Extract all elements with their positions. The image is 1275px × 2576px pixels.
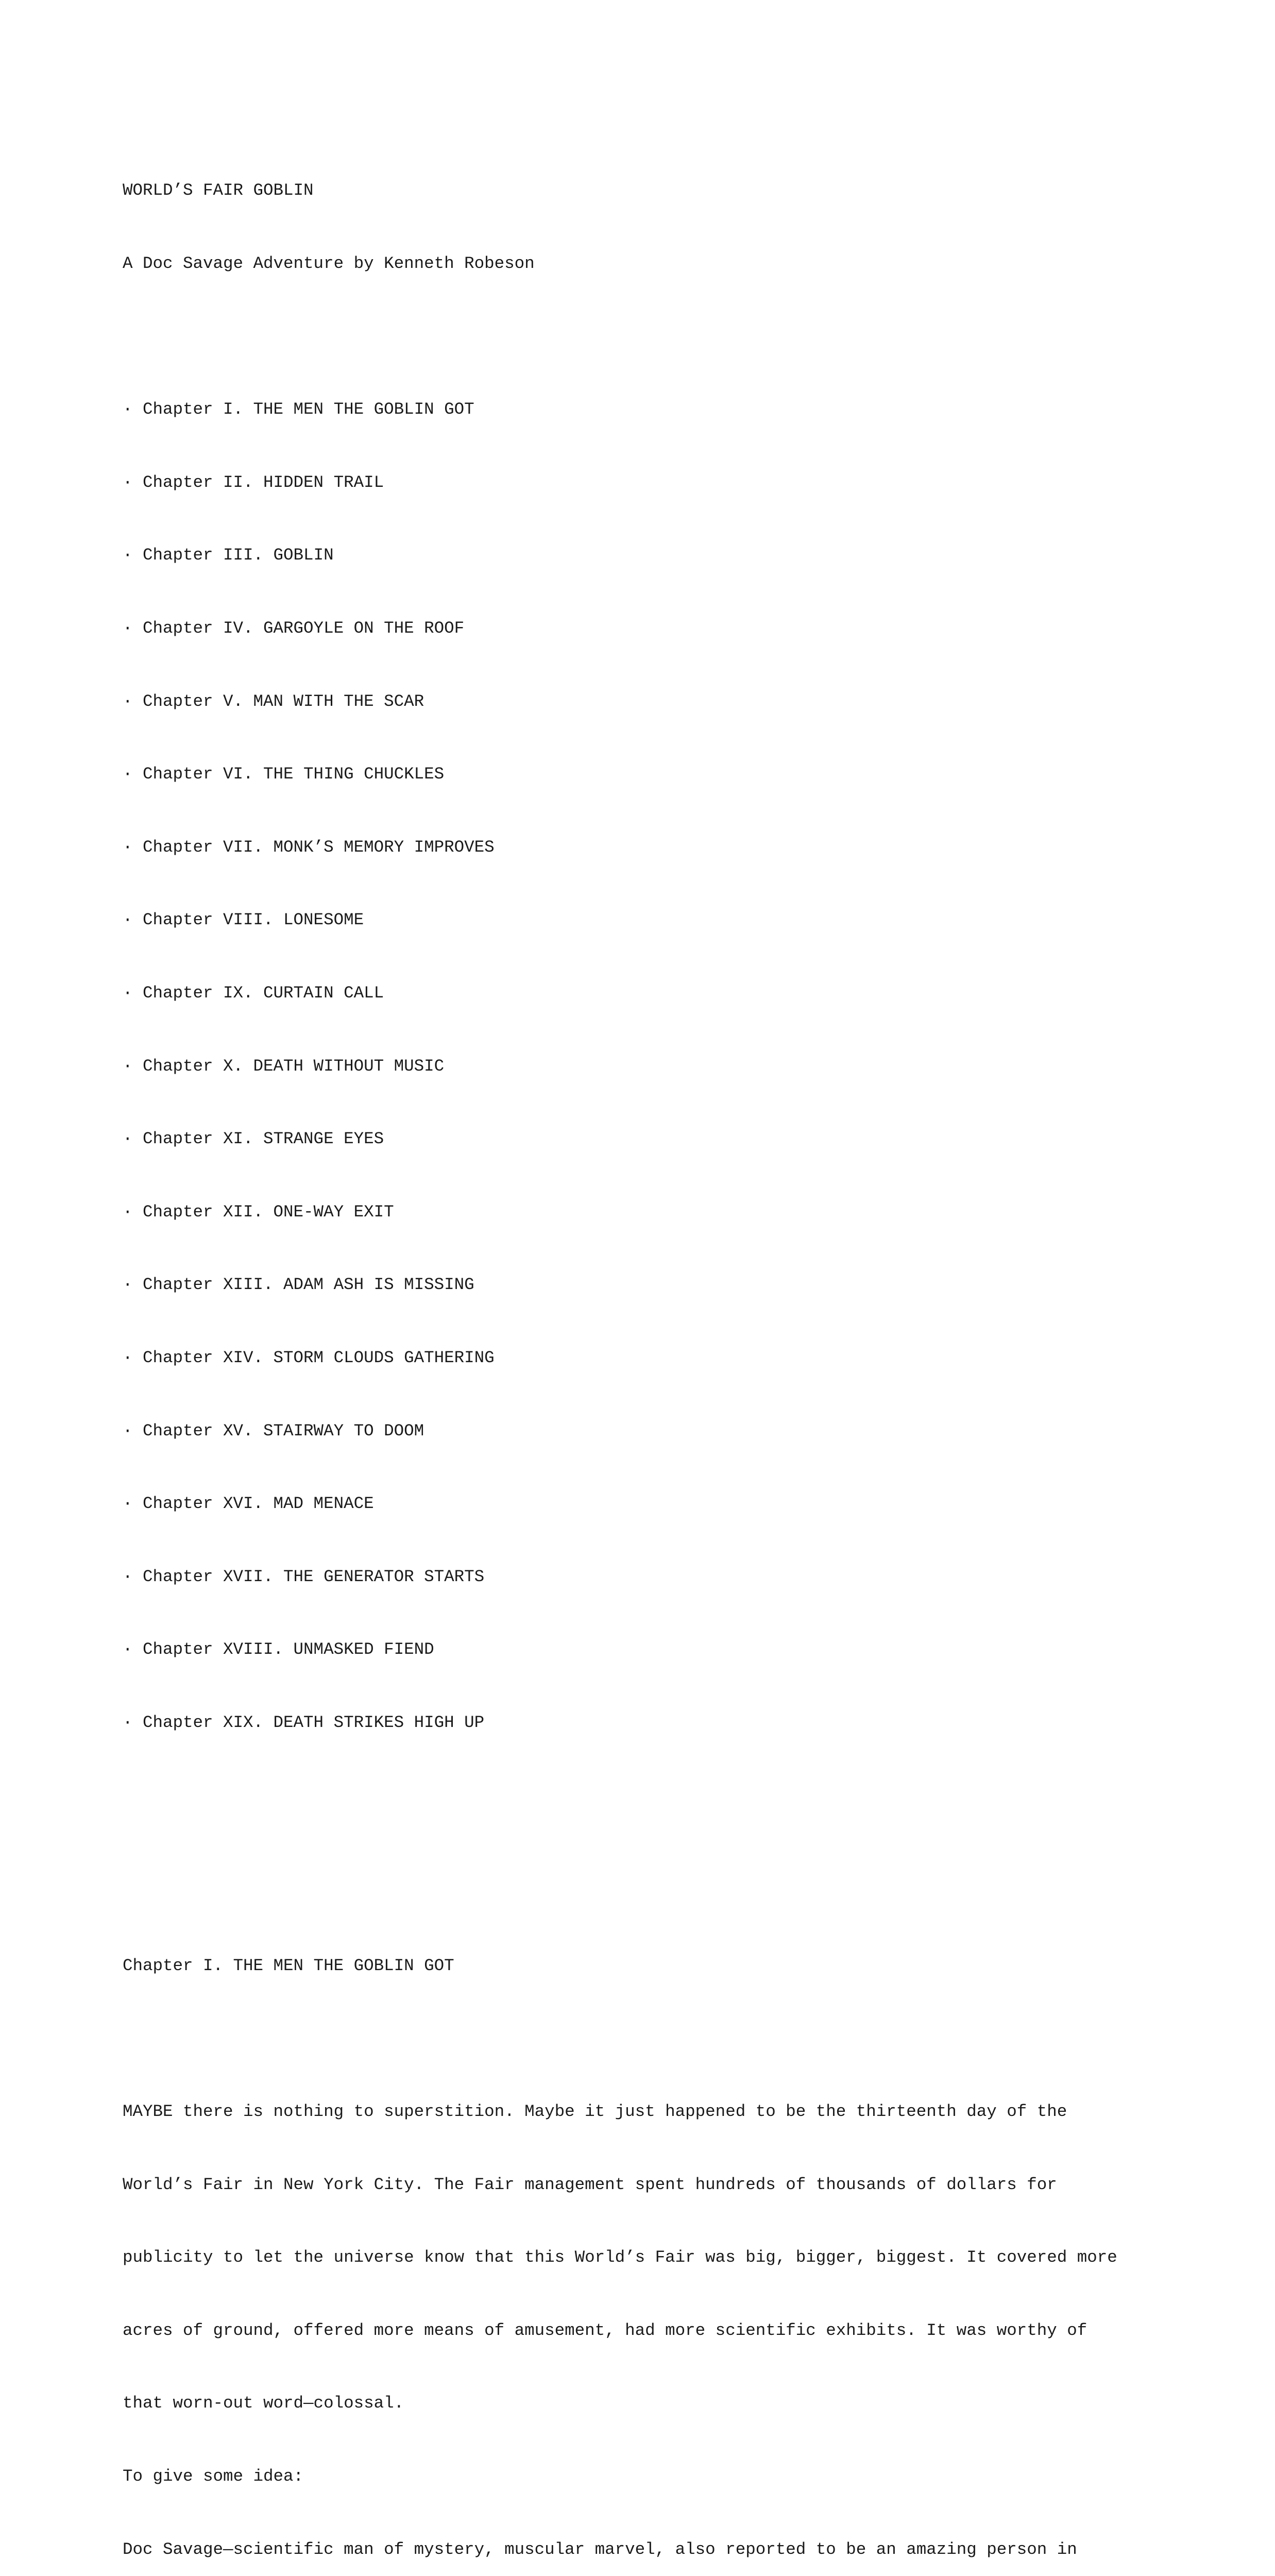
body-line: that worn-out word—colossal. [123,2394,404,2413]
table-of-contents [123,349,1204,1784]
book-byline: A Doc Savage Adventure by Kenneth Robeson [123,254,535,273]
toc-item[interactable]: · Chapter X. DEATH WITHOUT MUSIC [123,1056,445,1076]
document-page [123,130,1204,2576]
toc-item[interactable]: · Chapter IV. GARGOYLE ON THE ROOF [123,618,465,638]
toc-item[interactable]: · Chapter V. MAN WITH THE SCAR [123,691,424,711]
body-line: Doc Savage—scientific man of mystery, muscular marvel, also reported to be an amazing person in [123,2539,1077,2559]
body-line: To give some idea: [123,2467,304,2486]
toc-item[interactable]: · Chapter VI. THE THING CHUCKLES [123,765,445,784]
book-title: WORLD’S FAIR GOBLIN [123,181,314,200]
toc-item[interactable]: · Chapter XV. STAIRWAY TO DOOM [123,1421,424,1440]
toc-item[interactable]: · Chapter XVIII. UNMASKED FIEND [123,1640,434,1659]
chapter-body-part1 [123,2051,1204,2576]
body-line: World’s Fair in New York City. The Fair management spent hundreds of thousands of dollars for [123,2175,1057,2194]
toc-item[interactable]: · Chapter XI. STRANGE EYES [123,1129,384,1149]
body-line: acres of ground, offered more means of amusement, had more scientific exhibits. It was worthy of [123,2320,1087,2340]
toc-item[interactable]: · Chapter VIII. LONESOME [123,910,364,930]
body-line: publicity to let the universe know that this World’s Fair was big, bigger, biggest. It covered more [123,2248,1117,2267]
spacer [123,1856,1204,1880]
body-line: MAYBE there is nothing to superstition. Maybe it just happened to be the thirteenth day of the [123,2102,1067,2122]
toc-item[interactable]: · Chapter III. GOBLIN [123,546,334,565]
toc-item[interactable]: · Chapter XVI. MAD MENACE [123,1494,374,1514]
toc-item[interactable]: · Chapter VII. MONK’S MEMORY IMPROVES [123,837,495,857]
toc-item[interactable]: · Chapter I. THE MEN THE GOBLIN GOT [123,400,474,419]
toc-item[interactable]: · Chapter XIV. STORM CLOUDS GATHERING [123,1348,495,1367]
toc-item[interactable]: · Chapter XII. ONE-WAY EXIT [123,1202,394,1222]
toc-item[interactable]: · Chapter IX. CURTAIN CALL [123,983,384,1003]
toc-item[interactable]: · Chapter II. HIDDEN TRAIL [123,472,384,492]
toc-item[interactable]: · Chapter XVII. THE GENERATOR STARTS [123,1567,485,1586]
toc-item[interactable]: · Chapter XIII. ADAM ASH IS MISSING [123,1275,474,1295]
chapter-heading: Chapter I. THE MEN THE GOBLIN GOT [123,1956,454,1975]
toc-item[interactable]: · Chapter XIX. DEATH STRIKES HIGH UP [123,1713,485,1732]
